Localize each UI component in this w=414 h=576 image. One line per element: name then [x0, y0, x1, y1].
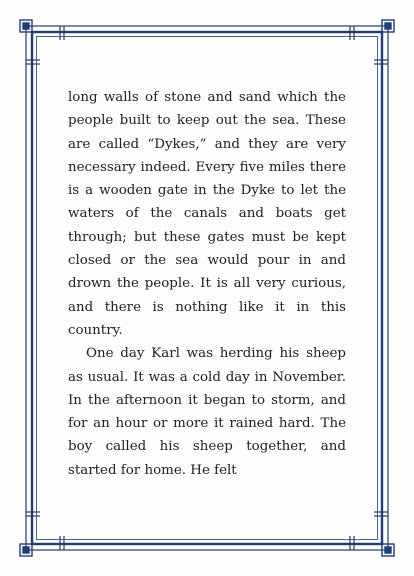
paragraph-1: long walls of stone and sand which the people built to keep out the sea. These are called “Dykes,” and they are very necessary indeed. Every five miles there is a wooden gate in the Dyke to let the waters of the canals and boats get through; but these gates must be kept closed or the sea would pour in and drown the people. It is all very curious, and there is nothing like it in this country. [68, 90, 346, 338]
paragraph-2: One day Karl was herding his sheep as usual. It was a cold day in November. In the afternoon it began to storm, and for an hour or more it rained hard. The boy called his sheep together, and started for home. He felt [68, 346, 346, 478]
body-text [68, 86, 346, 482]
